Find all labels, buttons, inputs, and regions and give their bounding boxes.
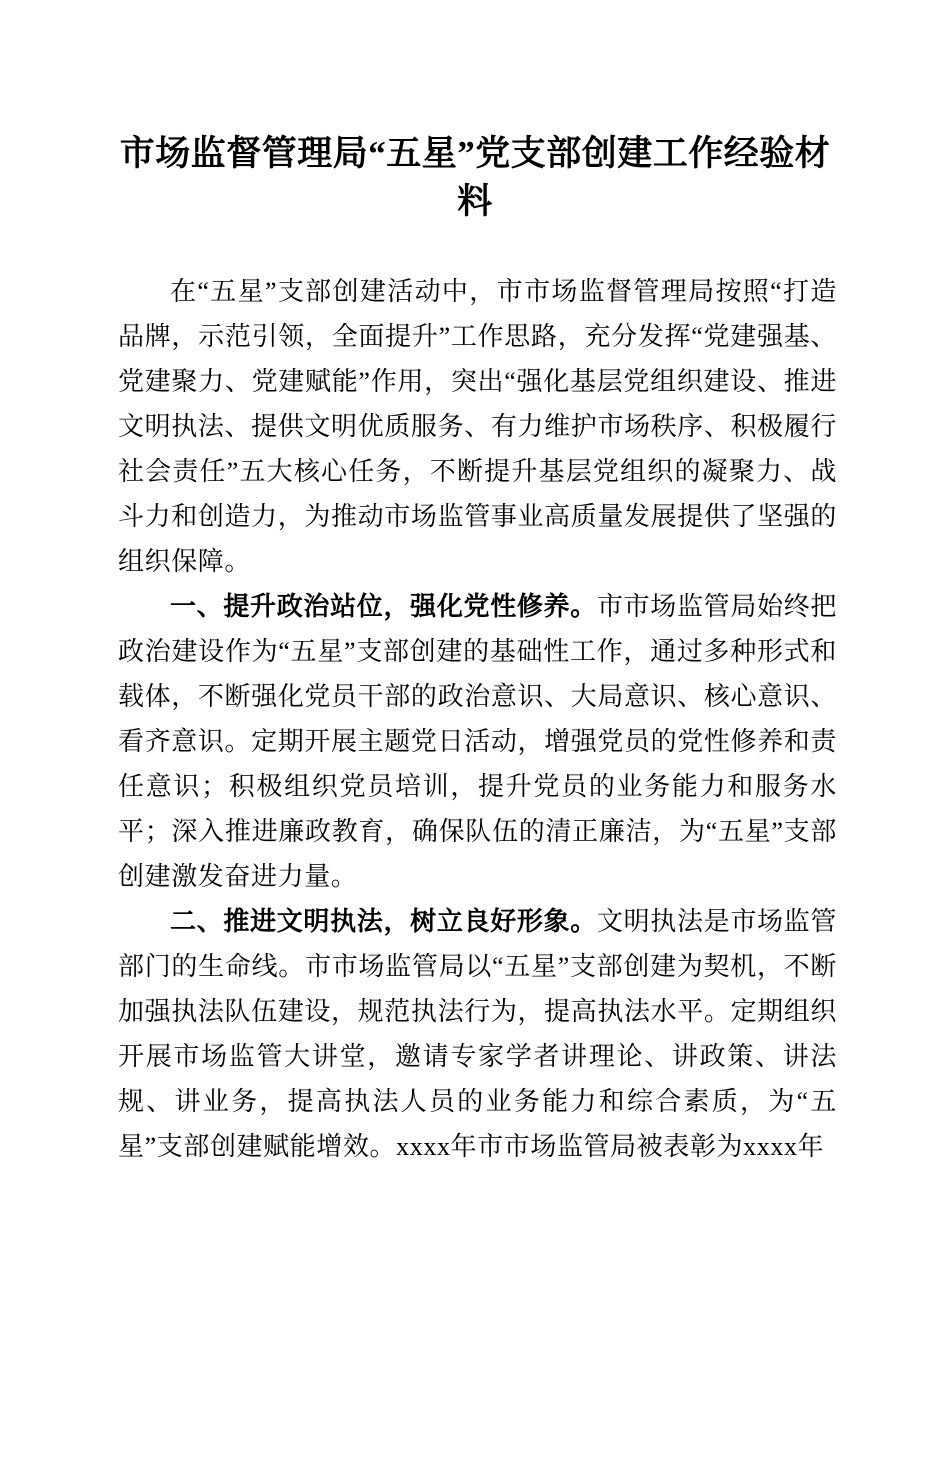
paragraph-section-2-text: 文明执法是市场监管部门的生命线。市市场监管局以“五星”支部创建为契机，不断加强执法队伍建设，规范执法行为，提高执法水平。定期组织开展市场监管大讲堂，邀请专家学者讲理论、讲政策、讲法规、讲业务，提高执法人员的业务能力和综合素质，为“五星”支部创建赋能增效。xxxx年市市场监管局被表彰为xxxx年 [118,907,837,1161]
document-title: 市场监督管理局“五星”党支部创建工作经验材料 [119,134,831,221]
paragraph-section-2 [118,899,837,1169]
paragraph-section-1-text: 市市场监管局始终把政治建设作为“五星”支部创建的基础性工作，通过多种形式和载体，不断强化党员干部的政治意识、大局意识、核心意识、看齐意识。定期开展主题党日活动，增强党员的党性修养和责任意识；积极组织党员培训，提升党员的业务能力和服务水平；深入推进廉政教育，确保队伍的清正廉洁，为“五星”支部创建激发奋进力量。 [118,592,837,891]
paragraph-section-1-lead: 一、提升政治站位，强化党性修养。 [170,592,597,621]
paragraph-intro [118,269,837,584]
paragraph-intro-text: 在“五星”支部创建活动中，市市场监督管理局按照“打造品牌，示范引领，全面提升”工作思路，充分发挥“党建强基、党建聚力、党建赋能”作用，突出“强化基层党组织建设、推进文明执法、提供文明优质服务、有力维护市场秩序、积极履行社会责任”五大核心任务，不断提升基层党组织的凝聚力、战斗力和创造力，为推动市场监管事业高质量发展提供了坚强的组织保障。 [118,277,837,576]
document-page [0,130,950,1474]
document-body [118,269,837,1169]
paragraph-section-2-lead: 二、推进文明执法，树立良好形象。 [170,907,597,936]
paragraph-section-1 [118,584,837,899]
